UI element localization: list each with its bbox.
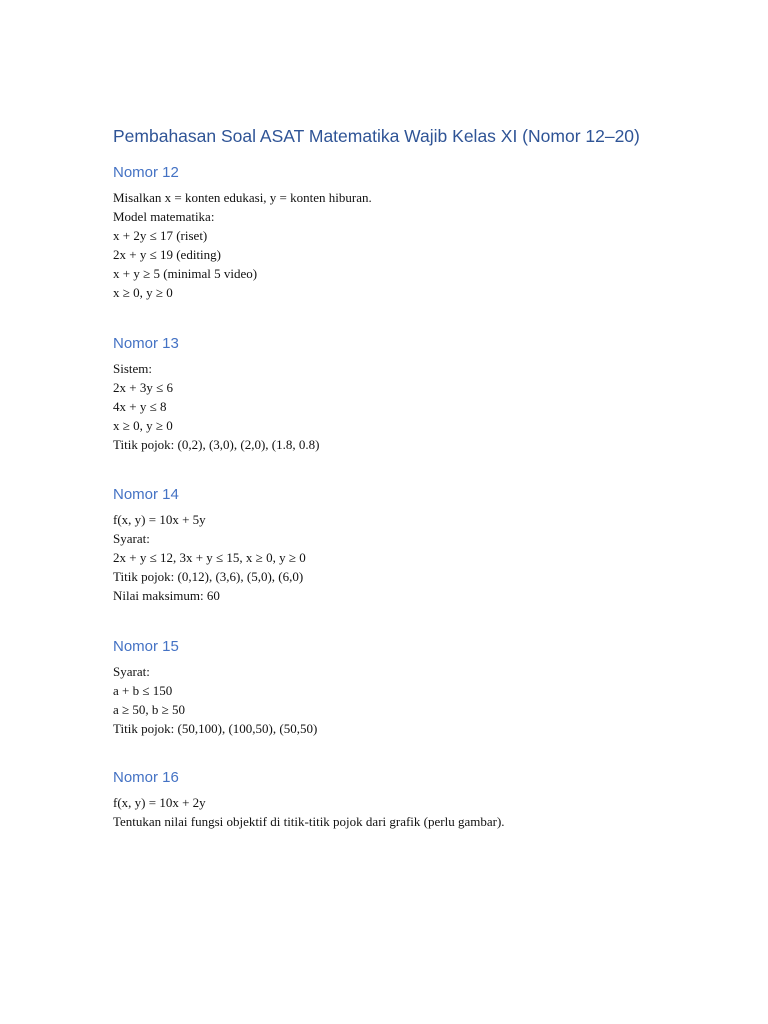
text-line: a + b ≤ 150 — [113, 683, 173, 698]
text-line: Misalkan x = konten edukasi, y = konten hiburan. — [113, 190, 372, 205]
section-heading: Nomor 16 — [113, 769, 179, 786]
text-line: Model matematika: — [113, 209, 215, 224]
section-heading: Nomor 13 — [113, 335, 179, 352]
text-line: 4x + y ≤ 8 — [113, 399, 167, 414]
section-nomor-14 — [113, 484, 306, 605]
section-body — [113, 793, 505, 831]
text-line: 2x + y ≤ 19 (editing) — [113, 247, 221, 262]
text-line: Titik pojok: (0,12), (3,6), (5,0), (6,0) — [113, 569, 304, 584]
section-nomor-12 — [113, 162, 372, 302]
text-line: Titik pojok: (50,100), (100,50), (50,50) — [113, 721, 318, 736]
text-line: 2x + 3y ≤ 6 — [113, 380, 173, 395]
text-line: Nilai maksimum: 60 — [113, 588, 220, 603]
text-line: Titik pojok: (0,2), (3,0), (2,0), (1.8, 0.8) — [113, 437, 320, 452]
section-heading: Nomor 12 — [113, 164, 179, 181]
section-body — [113, 188, 372, 302]
text-line: a ≥ 50, b ≥ 50 — [113, 702, 186, 717]
section-heading: Nomor 14 — [113, 486, 179, 503]
text-line: x ≥ 0, y ≥ 0 — [113, 285, 173, 300]
text-line: f(x, y) = 10x + 2y — [113, 795, 206, 810]
text-line: Syarat: — [113, 531, 150, 546]
section-heading: Nomor 15 — [113, 638, 179, 655]
text-line: x ≥ 0, y ≥ 0 — [113, 418, 173, 433]
text-line: f(x, y) = 10x + 5y — [113, 512, 206, 527]
text-line: x + y ≥ 5 (minimal 5 video) — [113, 266, 258, 281]
text-line: Sistem: — [113, 361, 153, 376]
section-body — [113, 510, 306, 605]
section-body — [113, 359, 319, 454]
text-line: Syarat: — [113, 664, 150, 679]
text-line: Tentukan nilai fungsi objektif di titik-titik pojok dari grafik (perlu gambar). — [113, 814, 505, 829]
document-title: Pembahasan Soal ASAT Matematika Wajib Kelas XI (Nomor 12–20) — [113, 126, 640, 146]
section-body — [113, 662, 317, 738]
section-nomor-15 — [113, 636, 317, 738]
section-nomor-16 — [113, 767, 505, 831]
document-content — [113, 124, 713, 829]
text-line: x + 2y ≤ 17 (riset) — [113, 228, 208, 243]
section-nomor-13 — [113, 333, 319, 454]
text-line: 2x + y ≤ 12, 3x + y ≤ 15, x ≥ 0, y ≥ 0 — [113, 550, 306, 565]
